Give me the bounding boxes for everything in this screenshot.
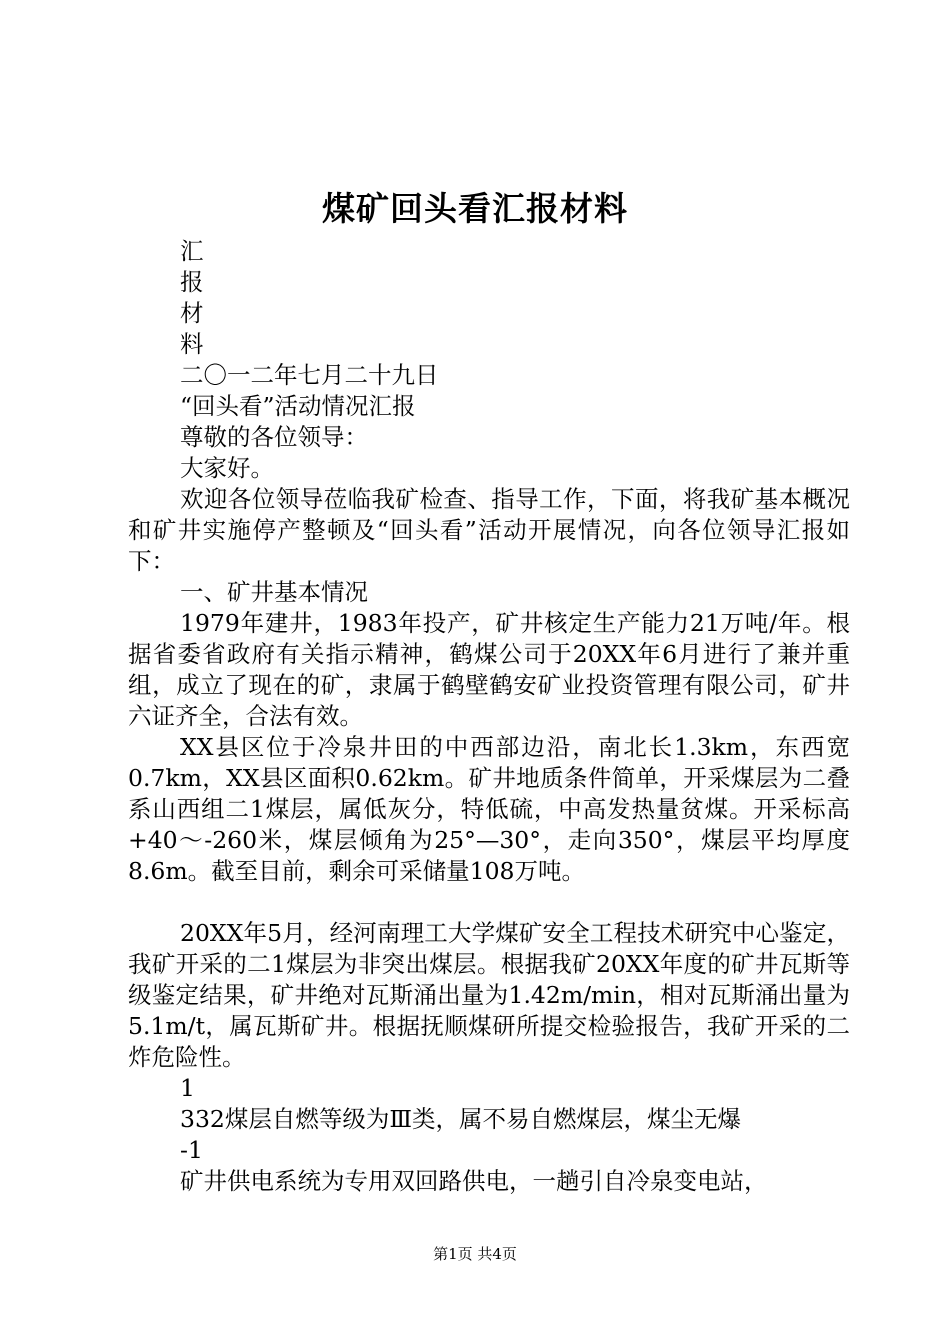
section-heading-1: 一、矿井基本情况 (180, 578, 368, 606)
document-title: 煤矿回头看汇报材料 (322, 189, 628, 228)
greeting: 大家好。 (180, 454, 274, 482)
paragraph-history: 1979年建井，1983年投产，矿井核定生产能力21万吨/年。根据省委省政府有关指示精神，鹤煤公司于20XX年6月进行了兼并重组，成立了现在的矿，隶属于鹤壁鹤安矿业投资管理有限公司，矿井六证齐全，合法有效。 (128, 609, 850, 730)
heading-char-1: 汇 (180, 237, 204, 265)
report-subtitle: “回头看”活动情况汇报 (180, 392, 416, 420)
paragraph-coal-fragment: 332煤层自燃等级为Ⅲ类，属不易自燃煤层，煤尘无爆 (180, 1105, 742, 1133)
heading-char-3: 材 (180, 299, 204, 327)
document-body (128, 236, 850, 1197)
paragraph-geology: XX县区位于冷泉井田的中西部边沿，南北长1.3km，东西宽0.7km，XX县区面积0.62km。矿井地质条件简单，开采煤层为二叠系山西组二1煤层，属低灰分，特低硫，中高发热量贫煤。开采标高+40～-260米，煤层倾角为25°—30°，走向350°，煤层平均厚度8.6m。截至目前，剩余可采储量108万吨。 (128, 733, 850, 885)
heading-char-2: 报 (180, 268, 204, 296)
page-footer: 第1页 共4页 (433, 1245, 517, 1263)
superscript-fragment-1: 1 (180, 1074, 195, 1102)
heading-char-4: 料 (180, 330, 204, 358)
blank-line (128, 887, 850, 918)
date-line: 二〇一二年七月二十九日 (180, 361, 439, 389)
paragraph-intro: 欢迎各位领导莅临我矿检查、指导工作，下面，将我矿基本概况和矿井实施停产整顿及“回头看”活动开展情况，向各位领导汇报如下： (128, 485, 850, 575)
paragraph-power: 矿井供电系统为专用双回路供电，一趟引自冷泉变电站， (180, 1167, 768, 1195)
superscript-fragment-2: -1 (180, 1136, 203, 1164)
paragraph-gas: 20XX年5月，经河南理工大学煤矿安全工程技术研究中心鉴定，我矿开采的二1煤层为非突出煤层。根据我矿20XX年度的矿井瓦斯等级鉴定结果，矿井绝对瓦斯涌出量为1.42m/min，相对瓦斯涌出量为5.1m/t，属瓦斯矿井。根据抚顺煤研所提交检验报告，我矿开采的二炸危险性。 (128, 919, 850, 1071)
salutation: 尊敬的各位领导： (180, 423, 368, 451)
